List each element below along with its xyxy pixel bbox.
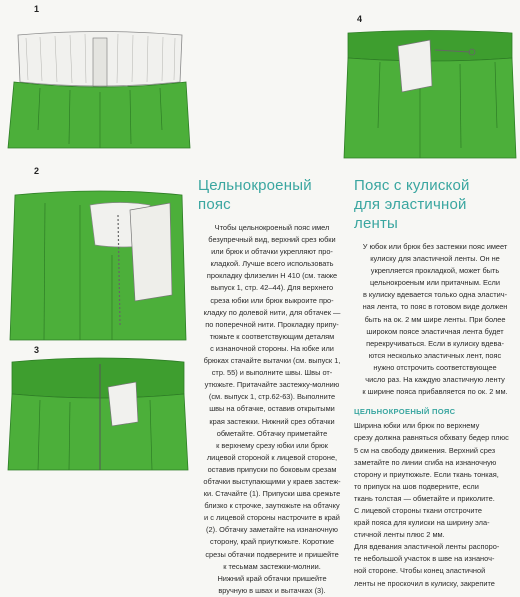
text-line: среза юбки или брюк выкроите про- [210, 295, 334, 305]
text-line: Чтобы цельнокроеный пояс имел [214, 223, 330, 232]
text-line: в кулиску вдевается только одна эластич- [362, 290, 508, 300]
text-line: ной стороне. Чтобы конец эластичной [354, 566, 486, 576]
text-line: с изнаночной стороны. На юбке или [210, 343, 334, 353]
text-line: выпуск 1, стр. 42–44). Для верхнего [210, 283, 334, 293]
right-article-title [354, 176, 516, 233]
text-line: широком поясе эластичная лента будет [366, 326, 504, 336]
figure-2-facing-illustration [0, 175, 195, 345]
text-line: край пояса для кулиски на ширину эла- [354, 518, 490, 528]
text-line: число раз. На каждую эластичную ленту [365, 375, 505, 385]
text-line: ткань толстая — обметайте и приколите. [354, 493, 495, 503]
text-line: стр. 55) и выполните швы. Швы от- [211, 368, 333, 378]
text-line: к верхнему срезу юбки или брюк [216, 440, 328, 450]
text-line: быть на ок. 2 мм шире ленты. При более [364, 314, 506, 324]
text-line: С лицевой стороны ткани отстрочите [354, 505, 482, 515]
text-line: Нижний край обтачки пришейте [217, 573, 327, 583]
text-line: Для вдевания эластичной ленты распоро- [354, 542, 500, 552]
figure-number-1: 1 [34, 4, 40, 14]
left-article-body [198, 222, 346, 597]
text-line: оставив припуски по боковым срезам [207, 464, 337, 474]
text-line: кладкой. Лучше всего использовать [210, 259, 334, 269]
figure-number-4: 4 [357, 14, 363, 24]
figure-1-waistband-illustration [0, 10, 195, 160]
text-line: срезу должна равняться обхвату бедер плюс [354, 433, 509, 443]
right-article-body [354, 420, 516, 589]
figure-number-3: 3 [34, 345, 40, 355]
text-line: ются несколько эластичных лент, пояс [368, 350, 502, 360]
text-line: те небольшой участок в шве на изнаноч- [354, 554, 495, 564]
text-line: сторону и приутюжьте. Если ткань тонкая, [354, 469, 499, 479]
text-line: (см. выпуск 1, стр.62-63). Выполните [208, 392, 336, 402]
text-line: края застежки. Нижний срез обтачки [209, 416, 335, 426]
text-line: близко к строчке, заутюжьте на обтачку [204, 501, 340, 511]
right-article-subheading: ЦЕЛЬНОКРОЕНЫЙ ПОЯС [354, 407, 456, 417]
text-line: к ширине пояса прибавляется по ок. 2 мм. [362, 387, 508, 397]
figure-3-finished-waistband-illustration [0, 352, 195, 472]
text-line: или брюк и обтачки укрепляют про- [211, 247, 333, 257]
text-line: заметайте по линии сгиба на изнаночную [354, 457, 497, 467]
text-line: цельнокроеным или притачным. Если [370, 278, 500, 288]
left-article-title [198, 176, 346, 214]
text-line: обметайте. Обтачку приметайте [216, 428, 328, 438]
text-line: срезы обтачки подверните и пришейте [205, 549, 339, 559]
left-article [198, 176, 346, 597]
text-line: нужно отстрочить соответствующее [373, 362, 497, 372]
text-line: обтачки выступающими у краев застеж- [203, 476, 341, 486]
figure-4-drawstring-waistband-illustration [340, 18, 520, 163]
right-title-line-1: Пояс с кулиской [354, 177, 470, 194]
text-line: по поперечной нити. Прокладку припу- [205, 319, 339, 329]
text-line: кладку по долевой нити, для обтачек — [203, 307, 341, 317]
left-title-line-2: пояс [198, 196, 231, 213]
text-line: сторону, край приутюжьте. Короткие [210, 537, 334, 547]
text-line: брюках стачайте вытачки (см. выпуск 1, [203, 356, 341, 366]
text-line: безупречный вид, верхний срез юбки [208, 235, 336, 245]
text-line: перекручиваться. Если в кулиску вдева- [366, 338, 504, 348]
text-line: то припуск на шов подверните, если [354, 481, 479, 491]
text-line: стичной ленты плюс 2 мм. [354, 530, 445, 540]
text-line: вручную в швах и вытачках (3). [218, 585, 326, 595]
text-line: кулиску для эластичной ленты. Он не [370, 254, 500, 264]
text-line: 5 см на свободу движения. Верхний срез [354, 445, 496, 455]
text-line: ки. Стачайте (1). Припуски шва срежьте [203, 489, 341, 499]
text-line: лицевой стороной к лицевой стороне, [206, 452, 338, 462]
text-line: к тесьмам застежки-молнии. [223, 561, 321, 571]
right-title-line-2: для эластичной [354, 196, 467, 213]
text-line: прокладку флизелин Н 410 (см. также [206, 271, 338, 281]
right-title-line-3: ленты [354, 215, 399, 232]
text-line: ная лента, то пояс в готовом виде должен [362, 302, 508, 312]
text-line: и с лицевой стороны настрочите в край [204, 513, 340, 523]
left-title-line-1: Цельнокроеный [198, 177, 312, 194]
text-line: швы на обтачке, оставив открытыми [209, 404, 335, 414]
right-article-intro [354, 241, 516, 398]
text-line: тюжьте к соответствующим деталям [209, 331, 335, 341]
text-line: (2). Обтачку заметайте на изнаночную [206, 525, 338, 535]
text-line: утюжьте. Притачайте застежку-молнию [204, 380, 340, 390]
text-line: У юбок или брюк без застежки пояс имеет [362, 242, 508, 251]
right-article [354, 176, 516, 590]
text-line: ленты не проскочил в кулиску, закрепите [354, 578, 495, 588]
figure-number-2: 2 [34, 166, 40, 176]
text-line: укрепляется прокладкой, может быть [370, 266, 500, 276]
text-line: Ширина юбки или брюк по верхнему [354, 421, 480, 431]
